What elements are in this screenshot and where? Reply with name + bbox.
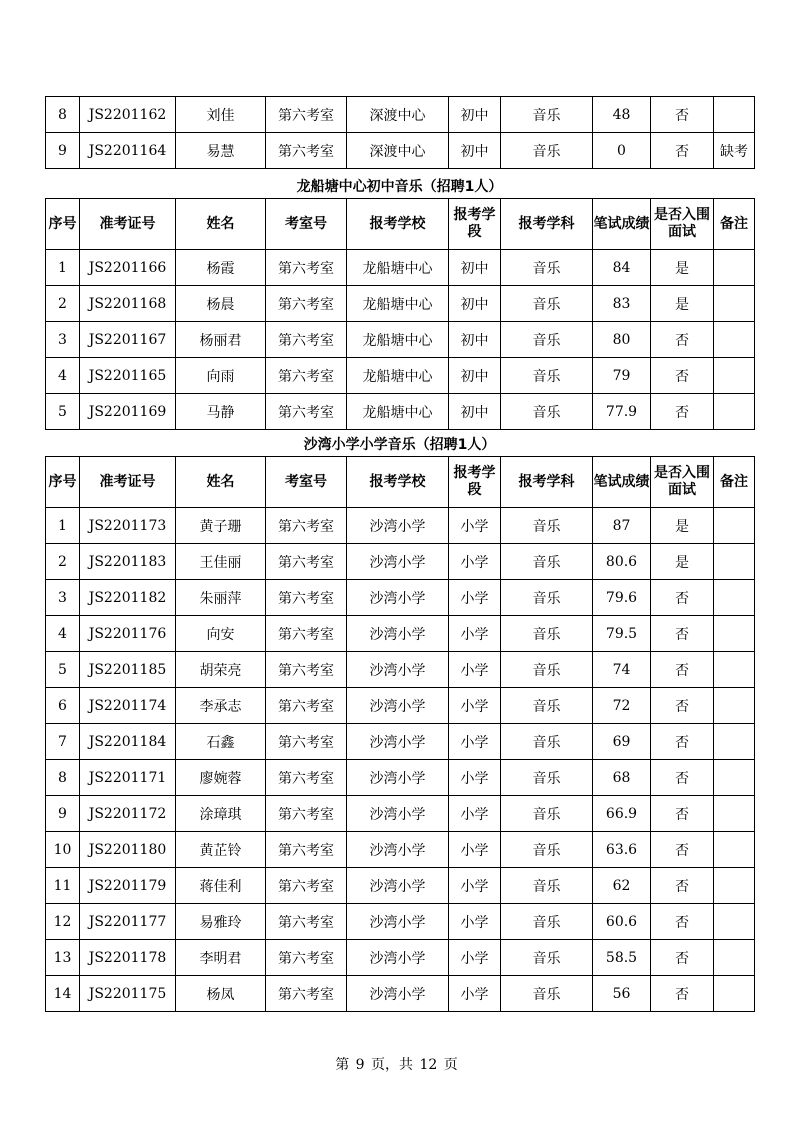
cell-score: 87 [593, 508, 651, 544]
cell-seq: 12 [46, 904, 80, 940]
cell-room: 第六考室 [266, 832, 347, 868]
cell-subject: 音乐 [501, 688, 593, 724]
cell-interview: 否 [651, 832, 714, 868]
cell-school: 龙船塘中心 [347, 250, 449, 286]
cell-ticket: JS2201172 [80, 796, 176, 832]
cell-seq: 8 [46, 97, 80, 133]
cell-score: 79.6 [593, 580, 651, 616]
cell-name: 马静 [176, 394, 266, 430]
cell-stage: 初中 [449, 250, 501, 286]
cell-subject: 音乐 [501, 940, 593, 976]
table-row [46, 250, 755, 286]
cell-school: 沙湾小学 [347, 688, 449, 724]
cell-score: 0 [593, 133, 651, 169]
cell-remark [714, 724, 755, 760]
cell-interview: 否 [651, 760, 714, 796]
cell-seq: 11 [46, 868, 80, 904]
cell-remark [714, 904, 755, 940]
cell-seq: 4 [46, 358, 80, 394]
cell-name: 杨丽君 [176, 322, 266, 358]
cell-interview: 是 [651, 250, 714, 286]
section-title: 龙船塘中心初中音乐（招聘1人） [296, 179, 503, 195]
cell-name: 杨晨 [176, 286, 266, 322]
cell-ticket: JS2201164 [80, 133, 176, 169]
table-row [46, 832, 755, 868]
cell-subject: 音乐 [501, 133, 593, 169]
cell-room: 第六考室 [266, 652, 347, 688]
footer-page-number: 9 [355, 1057, 365, 1073]
cell-room: 第六考室 [266, 286, 347, 322]
cell-subject: 音乐 [501, 358, 593, 394]
cell-name: 向雨 [176, 358, 266, 394]
cell-school: 沙湾小学 [347, 868, 449, 904]
cell-remark [714, 976, 755, 1012]
cell-remark [714, 286, 755, 322]
cell-remark [714, 832, 755, 868]
cell-room: 第六考室 [266, 544, 347, 580]
cell-ticket: JS2201185 [80, 652, 176, 688]
cell-stage: 初中 [449, 394, 501, 430]
cell-room: 第六考室 [266, 508, 347, 544]
cell-subject: 音乐 [501, 616, 593, 652]
cell-seq: 3 [46, 322, 80, 358]
cell-subject: 音乐 [501, 544, 593, 580]
continuation-table [45, 96, 755, 169]
cell-stage: 小学 [449, 508, 501, 544]
footer-prefix: 第 [335, 1057, 350, 1073]
cell-interview: 否 [651, 688, 714, 724]
cell-subject: 音乐 [501, 724, 593, 760]
cell-stage: 小学 [449, 544, 501, 580]
cell-seq: 2 [46, 286, 80, 322]
cell-ticket: JS2201175 [80, 976, 176, 1012]
table-row [46, 616, 755, 652]
cell-subject: 音乐 [501, 796, 593, 832]
cell-stage: 初中 [449, 286, 501, 322]
cell-name: 李明君 [176, 940, 266, 976]
cell-score: 69 [593, 724, 651, 760]
footer-suffix: 页 [443, 1057, 458, 1073]
footer-total-pages: 12 [419, 1057, 438, 1073]
cell-stage: 小学 [449, 760, 501, 796]
table-row [46, 868, 755, 904]
cell-name: 朱丽萍 [176, 580, 266, 616]
cell-interview: 否 [651, 724, 714, 760]
cell-remark [714, 652, 755, 688]
cell-name: 涂璋琪 [176, 796, 266, 832]
cell-interview: 否 [651, 580, 714, 616]
cell-room: 第六考室 [266, 394, 347, 430]
cell-seq: 4 [46, 616, 80, 652]
table-row [46, 688, 755, 724]
cell-interview: 否 [651, 133, 714, 169]
cell-interview: 是 [651, 286, 714, 322]
cell-subject: 音乐 [501, 904, 593, 940]
header-ticket: 准考证号 [80, 199, 176, 250]
cell-stage: 小学 [449, 832, 501, 868]
cell-interview: 否 [651, 796, 714, 832]
cell-seq: 1 [46, 508, 80, 544]
header-score: 笔试成绩 [593, 457, 651, 508]
cell-stage: 小学 [449, 904, 501, 940]
cell-interview: 是 [651, 544, 714, 580]
cell-remark [714, 508, 755, 544]
cell-stage: 小学 [449, 796, 501, 832]
cell-seq: 7 [46, 724, 80, 760]
cell-stage: 小学 [449, 940, 501, 976]
cell-ticket: JS2201169 [80, 394, 176, 430]
cell-name: 杨霞 [176, 250, 266, 286]
cell-stage: 小学 [449, 580, 501, 616]
section-title: 沙湾小学小学音乐（招聘1人） [303, 437, 496, 453]
page-footer [0, 1054, 793, 1074]
header-remark: 备注 [714, 457, 755, 508]
cell-remark [714, 358, 755, 394]
cell-seq: 2 [46, 544, 80, 580]
cell-ticket: JS2201183 [80, 544, 176, 580]
table-row [46, 394, 755, 430]
cell-ticket: JS2201182 [80, 580, 176, 616]
cell-room: 第六考室 [266, 796, 347, 832]
cell-room: 第六考室 [266, 688, 347, 724]
cell-remark [714, 616, 755, 652]
cell-score: 60.6 [593, 904, 651, 940]
table-row [46, 724, 755, 760]
cell-ticket: JS2201173 [80, 508, 176, 544]
cell-school: 深渡中心 [347, 133, 449, 169]
header-room: 考室号 [266, 457, 347, 508]
cell-subject: 音乐 [501, 760, 593, 796]
cell-interview: 否 [651, 976, 714, 1012]
cell-room: 第六考室 [266, 976, 347, 1012]
table-row [46, 97, 755, 133]
table-row [46, 760, 755, 796]
cell-stage: 初中 [449, 322, 501, 358]
cell-subject: 音乐 [501, 250, 593, 286]
cell-interview: 否 [651, 394, 714, 430]
cell-seq: 5 [46, 652, 80, 688]
cell-seq: 10 [46, 832, 80, 868]
cell-room: 第六考室 [266, 724, 347, 760]
header-subject: 报考学科 [501, 457, 593, 508]
cell-subject: 音乐 [501, 394, 593, 430]
cell-subject: 音乐 [501, 97, 593, 133]
header-stage: 报考学段 [449, 199, 501, 250]
cell-name: 石鑫 [176, 724, 266, 760]
cell-ticket: JS2201167 [80, 322, 176, 358]
cell-room: 第六考室 [266, 868, 347, 904]
cell-remark [714, 97, 755, 133]
cell-stage: 小学 [449, 976, 501, 1012]
cell-name: 王佳丽 [176, 544, 266, 580]
cell-subject: 音乐 [501, 508, 593, 544]
cell-stage: 初中 [449, 358, 501, 394]
cell-seq: 9 [46, 796, 80, 832]
cell-remark [714, 394, 755, 430]
cell-name: 胡荣亮 [176, 652, 266, 688]
cell-score: 79.5 [593, 616, 651, 652]
cell-score: 80 [593, 322, 651, 358]
table-row [46, 580, 755, 616]
cell-interview: 是 [651, 508, 714, 544]
cell-ticket: JS2201165 [80, 358, 176, 394]
cell-room: 第六考室 [266, 250, 347, 286]
cell-interview: 否 [651, 322, 714, 358]
cell-remark [714, 544, 755, 580]
header-name: 姓名 [176, 457, 266, 508]
cell-remark [714, 940, 755, 976]
cell-room: 第六考室 [266, 97, 347, 133]
cell-score: 62 [593, 868, 651, 904]
cell-stage: 初中 [449, 97, 501, 133]
header-subject: 报考学科 [501, 199, 593, 250]
cell-ticket: JS2201180 [80, 832, 176, 868]
cell-seq: 13 [46, 940, 80, 976]
cell-school: 沙湾小学 [347, 724, 449, 760]
cell-seq: 9 [46, 133, 80, 169]
table-row [46, 976, 755, 1012]
header-ticket: 准考证号 [80, 457, 176, 508]
table-row [46, 286, 755, 322]
cell-room: 第六考室 [266, 616, 347, 652]
cell-score: 84 [593, 250, 651, 286]
cell-school: 深渡中心 [347, 97, 449, 133]
cell-name: 黄芷铃 [176, 832, 266, 868]
cell-name: 易慧 [176, 133, 266, 169]
header-seq: 序号 [46, 457, 80, 508]
cell-remark [714, 580, 755, 616]
cell-interview: 否 [651, 868, 714, 904]
cell-ticket: JS2201177 [80, 904, 176, 940]
cell-seq: 3 [46, 580, 80, 616]
cell-room: 第六考室 [266, 133, 347, 169]
cell-remark [714, 250, 755, 286]
header-school: 报考学校 [347, 199, 449, 250]
cell-seq: 14 [46, 976, 80, 1012]
cell-school: 沙湾小学 [347, 580, 449, 616]
results-table [45, 198, 755, 430]
cell-subject: 音乐 [501, 580, 593, 616]
header-room: 考室号 [266, 199, 347, 250]
cell-stage: 小学 [449, 868, 501, 904]
cell-room: 第六考室 [266, 322, 347, 358]
cell-subject: 音乐 [501, 286, 593, 322]
cell-room: 第六考室 [266, 358, 347, 394]
header-school: 报考学校 [347, 457, 449, 508]
cell-school: 沙湾小学 [347, 832, 449, 868]
cell-ticket: JS2201184 [80, 724, 176, 760]
cell-subject: 音乐 [501, 652, 593, 688]
cell-interview: 否 [651, 652, 714, 688]
cell-stage: 小学 [449, 724, 501, 760]
cell-interview: 否 [651, 940, 714, 976]
cell-remark [714, 322, 755, 358]
cell-interview: 否 [651, 616, 714, 652]
cell-score: 66.9 [593, 796, 651, 832]
cell-remark [714, 796, 755, 832]
cell-school: 沙湾小学 [347, 544, 449, 580]
cell-score: 68 [593, 760, 651, 796]
cell-school: 沙湾小学 [347, 652, 449, 688]
cell-ticket: JS2201176 [80, 616, 176, 652]
cell-score: 58.5 [593, 940, 651, 976]
cell-school: 龙船塘中心 [347, 286, 449, 322]
cell-stage: 小学 [449, 688, 501, 724]
cell-ticket: JS2201174 [80, 688, 176, 724]
cell-score: 48 [593, 97, 651, 133]
cell-seq: 8 [46, 760, 80, 796]
table-row [46, 796, 755, 832]
cell-name: 廖婉蓉 [176, 760, 266, 796]
cell-subject: 音乐 [501, 322, 593, 358]
header-remark: 备注 [714, 199, 755, 250]
cell-stage: 小学 [449, 652, 501, 688]
cell-score: 72 [593, 688, 651, 724]
cell-stage: 初中 [449, 133, 501, 169]
cell-ticket: JS2201168 [80, 286, 176, 322]
cell-remark [714, 760, 755, 796]
cell-name: 蒋佳利 [176, 868, 266, 904]
cell-school: 沙湾小学 [347, 760, 449, 796]
table-row [46, 133, 755, 169]
cell-room: 第六考室 [266, 940, 347, 976]
cell-name: 易雅玲 [176, 904, 266, 940]
cell-school: 龙船塘中心 [347, 322, 449, 358]
cell-remark [714, 688, 755, 724]
header-interview: 是否入围面试 [651, 457, 714, 508]
cell-ticket: JS2201178 [80, 940, 176, 976]
cell-ticket: JS2201179 [80, 868, 176, 904]
cell-seq: 5 [46, 394, 80, 430]
cell-school: 沙湾小学 [347, 508, 449, 544]
cell-room: 第六考室 [266, 904, 347, 940]
header-stage: 报考学段 [449, 457, 501, 508]
cell-subject: 音乐 [501, 832, 593, 868]
header-seq: 序号 [46, 199, 80, 250]
cell-interview: 否 [651, 358, 714, 394]
cell-seq: 1 [46, 250, 80, 286]
cell-school: 龙船塘中心 [347, 394, 449, 430]
header-name: 姓名 [176, 199, 266, 250]
cell-room: 第六考室 [266, 580, 347, 616]
cell-subject: 音乐 [501, 976, 593, 1012]
cell-remark: 缺考 [714, 133, 755, 169]
header-interview: 是否入围面试 [651, 199, 714, 250]
table-row [46, 322, 755, 358]
cell-school: 沙湾小学 [347, 976, 449, 1012]
cell-school: 龙船塘中心 [347, 358, 449, 394]
cell-ticket: JS2201166 [80, 250, 176, 286]
cell-name: 刘佳 [176, 97, 266, 133]
table-row [46, 508, 755, 544]
cell-score: 83 [593, 286, 651, 322]
table-row [46, 940, 755, 976]
cell-name: 黄子珊 [176, 508, 266, 544]
table-row [46, 358, 755, 394]
cell-subject: 音乐 [501, 868, 593, 904]
cell-interview: 否 [651, 904, 714, 940]
cell-name: 杨凤 [176, 976, 266, 1012]
table-row [46, 544, 755, 580]
cell-stage: 小学 [449, 616, 501, 652]
cell-school: 沙湾小学 [347, 796, 449, 832]
cell-ticket: JS2201162 [80, 97, 176, 133]
cell-interview: 否 [651, 97, 714, 133]
table-row [46, 904, 755, 940]
results-table [45, 456, 755, 1012]
cell-remark [714, 868, 755, 904]
cell-name: 李承志 [176, 688, 266, 724]
cell-score: 63.6 [593, 832, 651, 868]
cell-school: 沙湾小学 [347, 904, 449, 940]
cell-room: 第六考室 [266, 760, 347, 796]
cell-score: 79 [593, 358, 651, 394]
cell-score: 74 [593, 652, 651, 688]
cell-score: 56 [593, 976, 651, 1012]
cell-school: 沙湾小学 [347, 940, 449, 976]
header-score: 笔试成绩 [593, 199, 651, 250]
table-row [46, 652, 755, 688]
cell-score: 80.6 [593, 544, 651, 580]
cell-seq: 6 [46, 688, 80, 724]
cell-name: 向安 [176, 616, 266, 652]
cell-score: 77.9 [593, 394, 651, 430]
footer-middle: 页，共 [371, 1057, 414, 1073]
cell-school: 沙湾小学 [347, 616, 449, 652]
cell-ticket: JS2201171 [80, 760, 176, 796]
